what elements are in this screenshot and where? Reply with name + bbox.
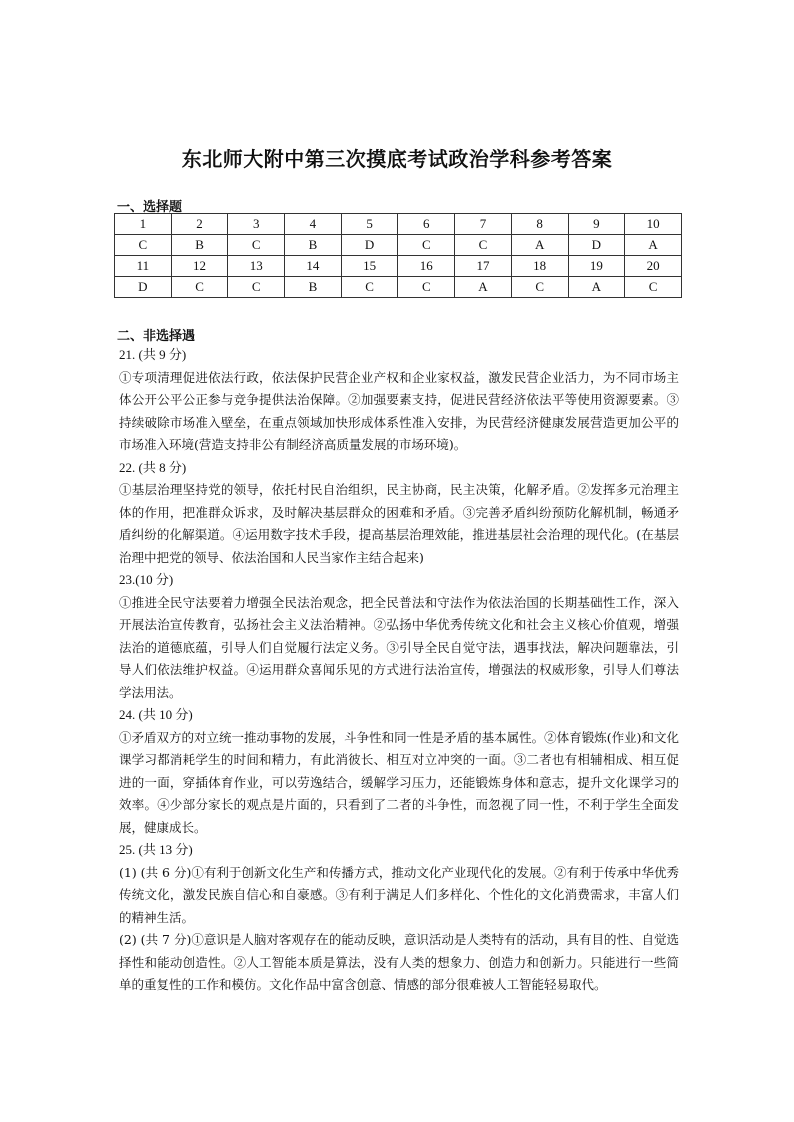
table-cell: 7 xyxy=(455,214,512,235)
table-cell: 9 xyxy=(568,214,625,235)
table-cell: A xyxy=(568,277,625,298)
question-23-heading: 23.(10 分) xyxy=(119,572,174,587)
page-title: 东北师大附中第三次摸底考试政治学科参考答案 xyxy=(181,147,613,171)
table-row xyxy=(115,235,682,256)
table-cell: 13 xyxy=(228,256,285,277)
table-cell: 18 xyxy=(511,256,568,277)
table-cell: 19 xyxy=(568,256,625,277)
table-cell: B xyxy=(171,235,228,256)
section-heading-nonchoice: 二、非选择遇 xyxy=(117,329,196,344)
table-cell: C xyxy=(511,277,568,298)
table-cell: C xyxy=(228,277,285,298)
table-cell: C xyxy=(171,277,228,298)
question-21-answer: ①专项清理促进依法行政，依法保护民营企业产权和企业家权益，激发民营企业活力，为不同市场主体公开公平公正参与竞争提供法治保障。②加强要素支持，促进民营经济依法平等使用资源要素。③持续破除市场准入壁垒，在重点领域加快形成体系性准入安排，为民营经济健康发展营造更加公平的市场准入环境(营造支持非公有制经济高质量发展的市场环境)。 xyxy=(119,369,679,452)
answer-body xyxy=(119,344,679,997)
table-row xyxy=(115,277,682,298)
question-25-part1-answer: (1) (共 6 分)①有利于创新文化生产和传播方式，推动文化产业现代化的发展。②有利于传承中华优秀传统文化，激发民族自信心和自豪感。③有利于满足人们多样化、个性化的文化消费需求，丰富人们的精神生活。 xyxy=(119,864,679,925)
table-cell: 1 xyxy=(115,214,172,235)
table-cell: B xyxy=(285,235,342,256)
table-cell: C xyxy=(341,277,398,298)
question-21-heading: 21. (共 9 分) xyxy=(119,347,187,362)
table-cell: 8 xyxy=(511,214,568,235)
question-22-answer: ①基层治理坚持党的领导，依托村民自治组织，民主协商，民主决策，化解矛盾。②发挥多元治理主体的作用，把准群众诉求，及时解决基层群众的困难和矛盾。③完善矛盾纠纷预防化解机制，畅通矛盾纠纷的化解渠道。④运用数字技术手段，提高基层治理效能，推进基层社会治理的现代化。(在基层治理中把党的领导、依法治国和人民当家作主结合起来) xyxy=(119,482,679,565)
question-24-heading: 24. (共 10 分) xyxy=(119,707,193,722)
table-cell: 17 xyxy=(455,256,512,277)
table-cell: 20 xyxy=(625,256,682,277)
table-cell: C xyxy=(115,235,172,256)
question-24-answer: ①矛盾双方的对立统一推动事物的发展，斗争性和同一性是矛盾的基本属性。②体育锻炼(作业)和文化课学习都消耗学生的时间和精力，有此消彼长、相互对立冲突的一面。③二者也有相辅相成、相互促进的一面，穿插体育作业，可以劳逸结合，缓解学习压力，还能锻炼身体和意志，提升文化课学习的效率。④少部分家长的观点是片面的，只看到了二者的斗争性，而忽视了同一性，不利于学生全面发展，健康成长。 xyxy=(119,729,679,835)
table-cell: D xyxy=(341,235,398,256)
table-cell: A xyxy=(511,235,568,256)
table-cell: 15 xyxy=(341,256,398,277)
table-cell: C xyxy=(398,277,455,298)
table-cell: 14 xyxy=(285,256,342,277)
table-cell: 12 xyxy=(171,256,228,277)
table-cell: 6 xyxy=(398,214,455,235)
table-cell: 3 xyxy=(228,214,285,235)
table-cell: D xyxy=(115,277,172,298)
table-cell: C xyxy=(625,277,682,298)
table-cell: A xyxy=(625,235,682,256)
table-cell: 11 xyxy=(115,256,172,277)
table-cell: 5 xyxy=(341,214,398,235)
question-22-heading: 22. (共 8 分) xyxy=(119,459,187,475)
answer-table xyxy=(114,213,682,298)
table-cell: 10 xyxy=(625,214,682,235)
table-cell: C xyxy=(398,235,455,256)
table-cell: A xyxy=(455,277,512,298)
table-cell: D xyxy=(568,235,625,256)
question-23-answer: ①推进全民守法要着力增强全民法治观念，把全民普法和守法作为依法治国的长期基础性工作，深入开展法治宣传教育，弘扬社会主义法治精神。②弘扬中华优秀传统文化和社会主义核心价值观，增强法治的道德底蕴，引导人们自觉履行法定义务。③引导全民自觉守法，遇事找法，解决问题靠法，引导人们依法维护权益。④运用群众喜闻乐见的方式进行法治宣传，增强法的权威形象，引导人们尊法学法用法。 xyxy=(119,594,679,700)
table-cell: 16 xyxy=(398,256,455,277)
table-cell: 4 xyxy=(285,214,342,235)
table-cell: 2 xyxy=(171,214,228,235)
table-row xyxy=(115,256,682,277)
table-row xyxy=(115,214,682,235)
table-cell: C xyxy=(228,235,285,256)
section-heading-choice: 一、选择题 xyxy=(117,200,183,215)
question-25-heading: 25. (共 13 分) xyxy=(119,842,193,857)
question-25-part2-answer: (2) (共 7 分)①意识是人脑对客观存在的能动反映，意识活动是人类特有的活动，具有目的性、自觉选择性和能动创造性。②人工智能本质是算法，没有人类的想象力、创造力和创新力。只能进行一些简单的重复性的工作和模仿。文化作品中富含创意、情感的部分很难被人工智能轻易取代。 xyxy=(119,932,679,992)
table-cell: B xyxy=(285,277,342,298)
table-cell: C xyxy=(455,235,512,256)
